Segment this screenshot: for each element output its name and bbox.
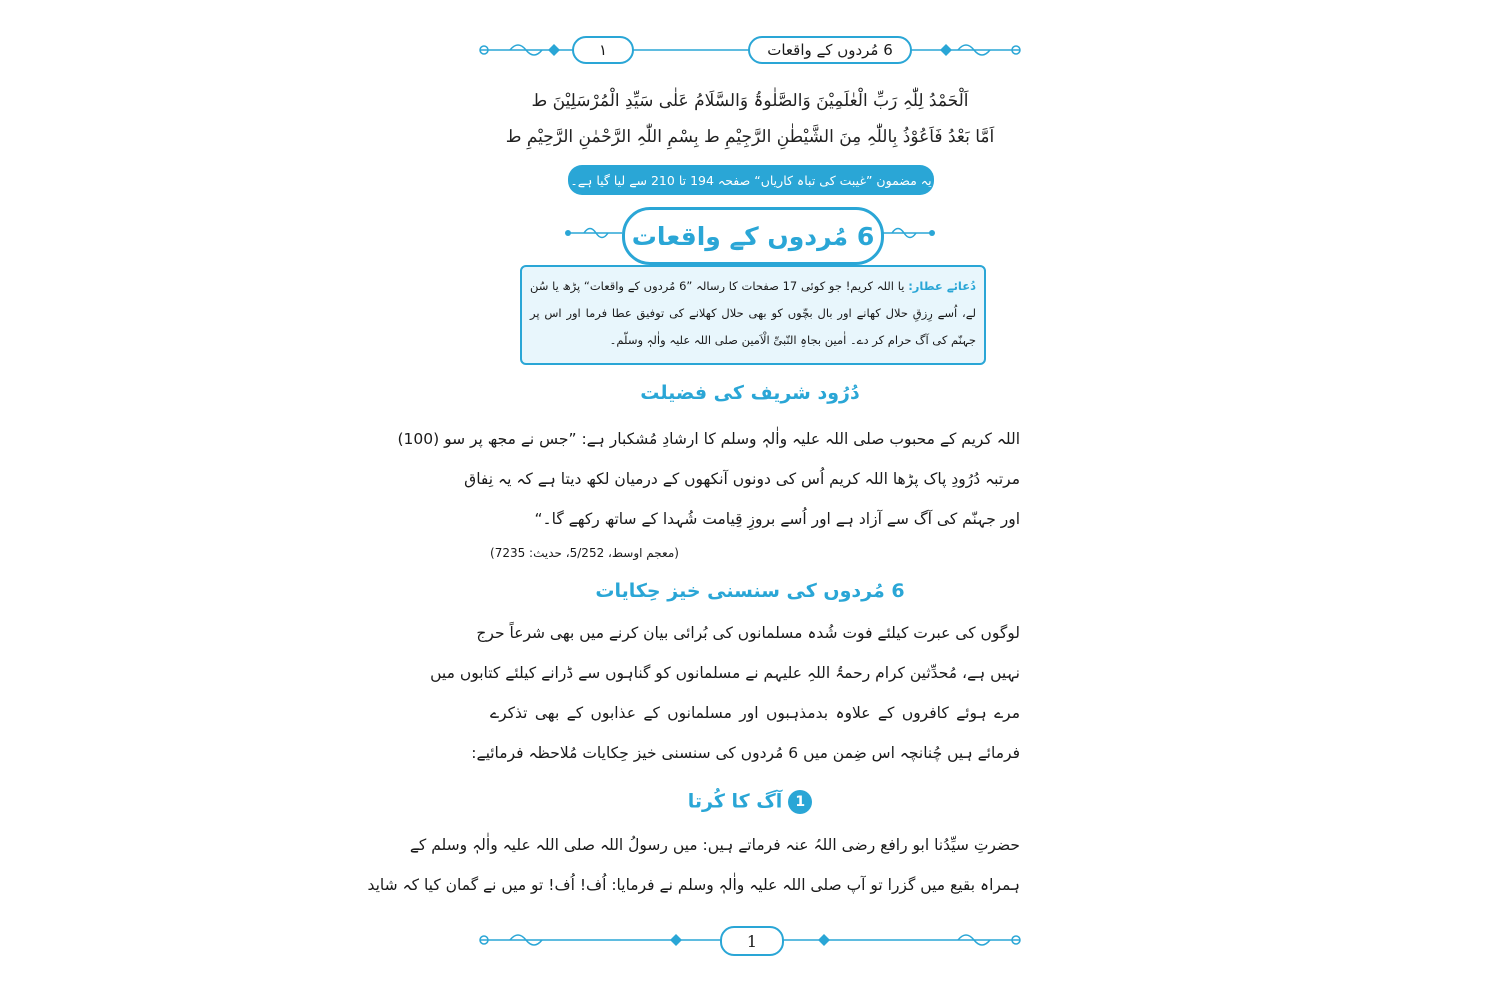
- source-note-text: یہ مضمون ”غیبت کی تباہ کاریاں“ صفحہ 194 تا 210 سے لیا گیا ہے۔: [570, 172, 932, 188]
- main-title-text: 6 مُردوں کے واقعات: [631, 221, 875, 251]
- dua-text: یا اللہ کریم! جو کوئی 17 صفحات کا رسالہ ”6 مُردوں کے واقعات“ پڑھ یا سُن لے، اُسے رِزقِ حلال کھانے اور بال بچّوں کو بھی حلال کھلانے کی توفیق عطا فرما اور اس پر جہنّم کی آگ حرام کر دے۔ اٰمین بجاہِ النّبیِّ الْاَمین صلی اللہ علیہ واٰلہٖ وسلّم۔: [530, 279, 976, 347]
- header-title-text: 6 مُردوں کے واقعات: [767, 41, 893, 59]
- story-number-badge: 1: [788, 790, 812, 814]
- paragraph-line: اور جہنّم کی آگ سے آزاد ہے اور اُسے بروزِ قِیامت شُہدا کے ساتھ رکھے گا۔“: [534, 510, 1020, 528]
- section-heading-hikayat: 6 مُردوں کی سنسنی خیز حِکایات: [595, 580, 905, 602]
- dua-box: [520, 265, 986, 365]
- paragraph-line: اللہ کریم کے محبوب صلی اللہ علیہ واٰلہٖ وسلم کا ارشادِ مُشکبار ہے: ”جس نے مجھ پر سو (100): [397, 430, 1020, 448]
- header-page-number: [572, 36, 634, 64]
- opening-line-2: اَمَّا بَعْدُ فَاَعُوْذُ بِاللّٰہِ مِنَ الشَّیْطٰنِ الرَّجِیْمِ ط بِسْمِ اللّٰہِ الرَّحْمٰنِ الرَّحِیْمِ ط: [505, 127, 995, 147]
- paragraph-line: مرے ہوئے کافروں کے علاوہ بدمذہبوں اور مسلمانوں کے عذابوں کے بھی تذکرے: [490, 704, 1020, 722]
- section-heading-durood: دُرُود شریف کی فضیلت: [640, 382, 860, 404]
- hadith-reference: (معجم اوسط، 5/252، حدیث: 7235): [490, 546, 679, 560]
- footer-page-number-text: 1: [746, 931, 758, 951]
- paragraph-line: فرمائے ہیں چُنانچہ اس ضِمن میں 6 مُردوں کی سنسنی خیز حِکایات مُلاحظہ فرمائیے:: [471, 744, 1020, 762]
- opening-line-1: اَلْحَمْدُ لِلّٰہِ رَبِّ الْعٰلَمِیْنَ وَالصَّلٰوۃُ وَالسَّلَامُ عَلٰی سَیِّدِ الْمُرْسَلِیْنَ ط: [531, 91, 969, 111]
- paragraph-line: لوگوں کی عبرت کیلئے فوت شُدہ مسلمانوں کی بُرائی بیان کرنے میں بھی شرعاً حرج: [476, 624, 1020, 642]
- story-title: آگ کا کُرتا: [687, 790, 783, 813]
- paragraph-line: مرتبہ دُرُودِ پاک پڑھا اللہ کریم اُس کی دونوں آنکھوں کے درمیان لکھ دیتا ہے کہ یہ نِفاق: [464, 470, 1020, 488]
- section-heading-aag-ka-kurta: [470, 790, 1030, 814]
- main-title: [622, 207, 884, 265]
- paragraph-line: نہیں ہے، مُحدِّثین کرام رحمۃُ اللہِ علیہم نے مسلمانوں کو گناہوں سے ڈرانے کیلئے کتابوں میں: [430, 664, 1020, 682]
- source-note: [568, 165, 934, 195]
- paragraph-line: حضرتِ سیِّدُنا ابو رافع رضی اللہُ عنہ فرماتے ہیں: میں رسولُ اللہ صلی اللہ علیہ واٰلہٖ وسلم کے: [409, 836, 1020, 854]
- header-title: [748, 36, 912, 64]
- footer-page-number: [720, 926, 784, 956]
- paragraph-line: ہمراہ بقیع میں گزرا تو آپ صلی اللہ علیہ واٰلہٖ وسلم نے فرمایا: اُف! اُف! تو میں نے گمان کیا کہ شاید: [367, 876, 1020, 894]
- dua-label: دُعائے عطار:: [908, 279, 977, 293]
- header-page-number-text: ۱: [598, 41, 608, 59]
- book-page: [367, 0, 1030, 1000]
